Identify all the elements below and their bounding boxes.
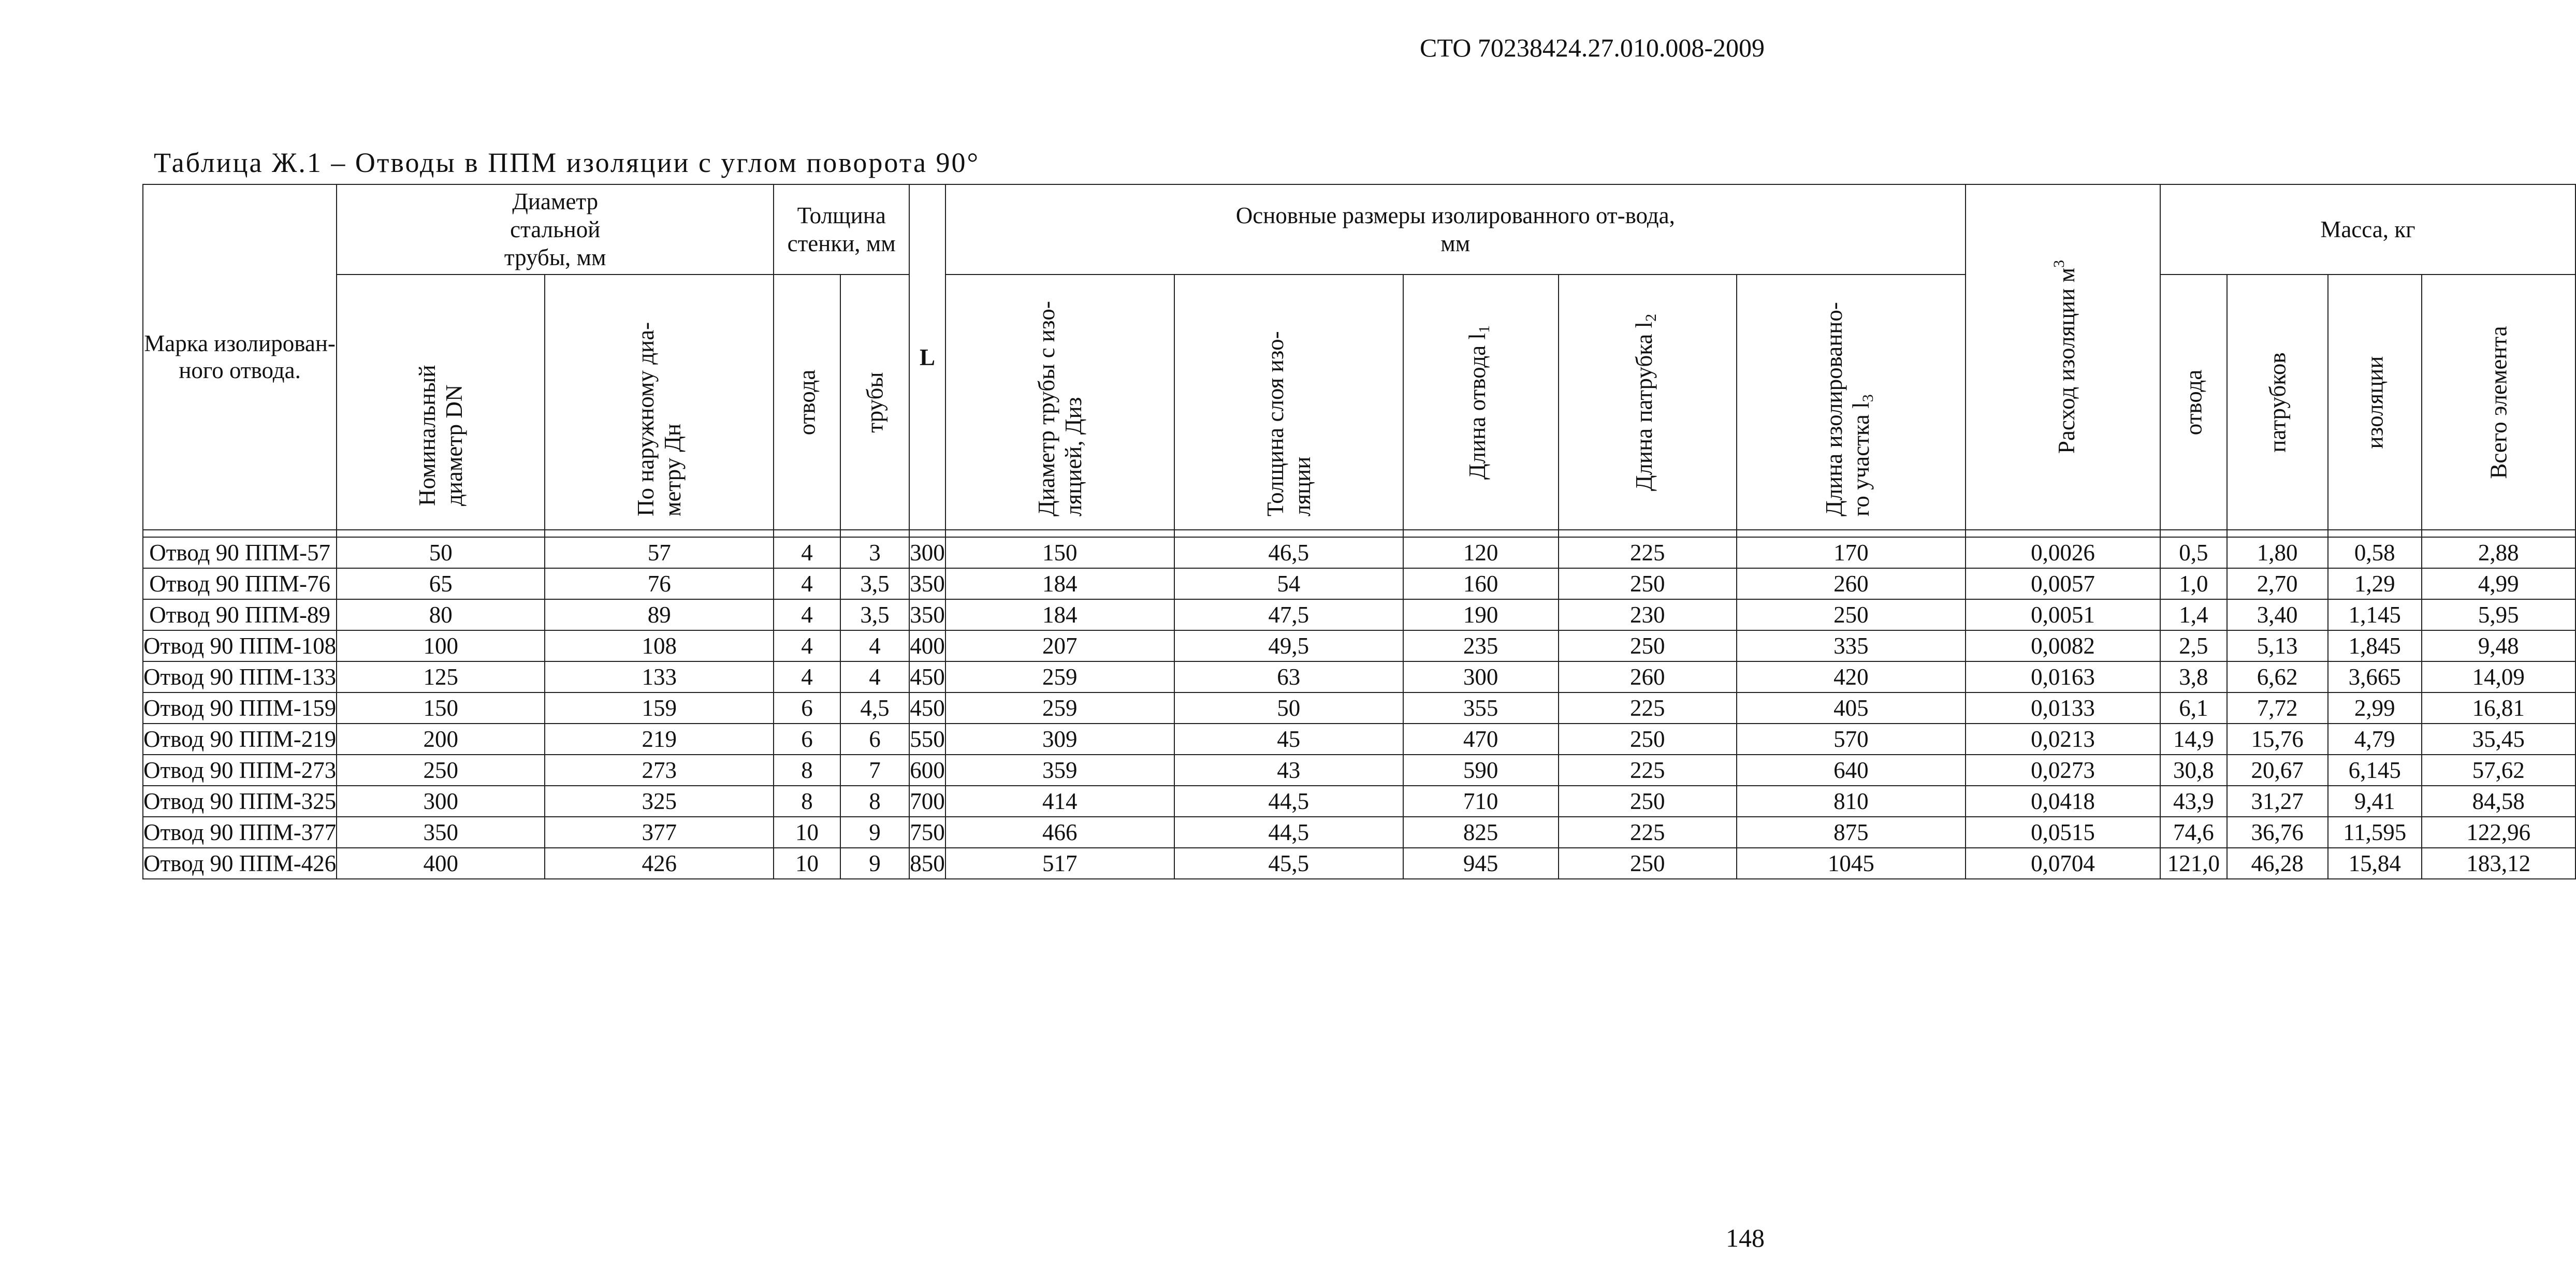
table-cell: 46,5 xyxy=(1174,537,1403,568)
table-cell: 810 xyxy=(1737,786,1966,817)
table-cell: 8 xyxy=(774,786,840,817)
table-cell: 0,0133 xyxy=(1966,692,2160,724)
header-insulated-diameter: Диаметр трубы с изо-ляцией, Диз xyxy=(945,275,1174,530)
cell-mark: Отвод 90 ППМ-159 xyxy=(143,692,337,724)
table-cell: 0,0515 xyxy=(1966,817,2160,848)
table-cell: 50 xyxy=(1174,692,1403,724)
table-cell: 405 xyxy=(1737,692,1966,724)
table-cell: 450 xyxy=(909,661,945,692)
table-cell: 309 xyxy=(945,724,1174,755)
table-cell: 45,5 xyxy=(1174,848,1403,879)
table-cell: 31,27 xyxy=(2227,786,2328,817)
table-cell: 825 xyxy=(1403,817,1559,848)
table-cell: 190 xyxy=(1403,599,1559,630)
table-cell: 76 xyxy=(545,568,774,599)
table-cell: 45 xyxy=(1174,724,1403,755)
table-cell: 84,58 xyxy=(2422,786,2575,817)
table-cell: 16,81 xyxy=(2422,692,2575,724)
header-mass-total: Всего элемента xyxy=(2422,275,2575,530)
table-cell: 590 xyxy=(1403,755,1559,786)
table-cell: 6,1 xyxy=(2160,692,2227,724)
table-cell: 0,0704 xyxy=(1966,848,2160,879)
table-cell: 550 xyxy=(909,724,945,755)
table-cell: 259 xyxy=(945,692,1174,724)
table-cell: 4 xyxy=(774,630,840,661)
table-cell: 200 xyxy=(337,724,545,755)
cell-mark: Отвод 90 ППМ-76 xyxy=(143,568,337,599)
table-cell: 400 xyxy=(337,848,545,879)
table-cell: 466 xyxy=(945,817,1174,848)
table-cell: 230 xyxy=(1559,599,1737,630)
table-cell: 6 xyxy=(774,692,840,724)
table-cell: 273 xyxy=(545,755,774,786)
page-number: 148 xyxy=(1726,1223,1765,1252)
table-cell: 108 xyxy=(545,630,774,661)
table-cell: 4 xyxy=(774,537,840,568)
table-cell: 570 xyxy=(1737,724,1966,755)
table-cell: 250 xyxy=(1559,568,1737,599)
header-mass-bend: отвода xyxy=(2160,275,2227,530)
table-cell: 6 xyxy=(774,724,840,755)
table-cell: 420 xyxy=(1737,661,1966,692)
table-cell: 11,595 xyxy=(2328,817,2422,848)
header-pipe-length: Длина патрубка $l_2$ xyxy=(1559,275,1737,530)
table-cell: 225 xyxy=(1559,537,1737,568)
table-cell: 14,09 xyxy=(2422,661,2575,692)
table-cell: 43,9 xyxy=(2160,786,2227,817)
header-outer-dn: По наружному диа-метру Дн xyxy=(545,275,774,530)
table-cell: 57 xyxy=(545,537,774,568)
cell-mark: Отвод 90 ППМ-426 xyxy=(143,848,337,879)
table-cell: 219 xyxy=(545,724,774,755)
table-cell: 0,5 xyxy=(2160,537,2227,568)
table-cell: 0,0213 xyxy=(1966,724,2160,755)
table-cell: 160 xyxy=(1403,568,1559,599)
table-cell: 10 xyxy=(774,848,840,879)
table-cell: 120 xyxy=(1403,537,1559,568)
table-cell: 250 xyxy=(337,755,545,786)
table-cell: 470 xyxy=(1403,724,1559,755)
table-cell: 0,0026 xyxy=(1966,537,2160,568)
table-cell: 100 xyxy=(337,630,545,661)
table-cell: 15,84 xyxy=(2328,848,2422,879)
table-cell: 170 xyxy=(1737,537,1966,568)
table-cell: 3,40 xyxy=(2227,599,2328,630)
table-cell: 63 xyxy=(1174,661,1403,692)
table-cell: 5,95 xyxy=(2422,599,2575,630)
table-cell: 14,9 xyxy=(2160,724,2227,755)
table-cell: 300 xyxy=(337,786,545,817)
table-cell: 89 xyxy=(545,599,774,630)
table-cell: 300 xyxy=(1403,661,1559,692)
table-cell: 414 xyxy=(945,786,1174,817)
table-cell: 400 xyxy=(909,630,945,661)
table-cell: 3,665 xyxy=(2328,661,2422,692)
table-cell: 259 xyxy=(945,661,1174,692)
table-cell: 235 xyxy=(1403,630,1559,661)
table-cell: 7,72 xyxy=(2227,692,2328,724)
cell-mark: Отвод 90 ППМ-325 xyxy=(143,786,337,817)
table-cell: 450 xyxy=(909,692,945,724)
table-cell: 20,67 xyxy=(2227,755,2328,786)
table-cell: 225 xyxy=(1559,817,1737,848)
header-length-l: L xyxy=(909,184,945,530)
table-row xyxy=(143,692,2575,724)
table-cell: 35,45 xyxy=(2422,724,2575,755)
table-cell: 4,79 xyxy=(2328,724,2422,755)
header-mass-insulation: изоляции xyxy=(2328,275,2422,530)
table-cell: 0,0163 xyxy=(1966,661,2160,692)
table-cell: 377 xyxy=(545,817,774,848)
table-cell: 325 xyxy=(545,786,774,817)
table-caption: Таблица Ж.1 – Отводы в ППМ изоляции с углом поворота 90° xyxy=(154,147,980,178)
table-cell: 80 xyxy=(337,599,545,630)
table-cell: 225 xyxy=(1559,755,1737,786)
table-row xyxy=(143,568,2575,599)
table-row xyxy=(143,661,2575,692)
table-cell: 3,5 xyxy=(840,599,909,630)
table-row xyxy=(143,724,2575,755)
table-cell: 1,145 xyxy=(2328,599,2422,630)
table-cell: 6 xyxy=(840,724,909,755)
table-row xyxy=(143,848,2575,879)
table-cell: 260 xyxy=(1737,568,1966,599)
table-cell: 4,5 xyxy=(840,692,909,724)
table-cell: 0,0273 xyxy=(1966,755,2160,786)
table-cell: 36,76 xyxy=(2227,817,2328,848)
header-bend-length: Длина отвода $l_1$ xyxy=(1403,275,1559,530)
bends-spec-table xyxy=(142,184,2576,879)
table-cell: 1,29 xyxy=(2328,568,2422,599)
header-wall-thickness: Толщина стенки, мм xyxy=(774,184,909,275)
header-mass-pipes: патрубков xyxy=(2227,275,2328,530)
table-cell: 3 xyxy=(840,537,909,568)
cell-mark: Отвод 90 ППМ-108 xyxy=(143,630,337,661)
table-cell: 4 xyxy=(774,568,840,599)
table-cell: 4 xyxy=(840,630,909,661)
table-cell: 250 xyxy=(1559,848,1737,879)
table-cell: 122,96 xyxy=(2422,817,2575,848)
header-nominal-dn: Номинальный диаметр DN xyxy=(337,275,545,530)
header-insulation-thickness: Толщина слоя изо-ляции xyxy=(1174,275,1403,530)
table-cell: 350 xyxy=(909,568,945,599)
table-cell: 9 xyxy=(840,817,909,848)
table-row xyxy=(143,817,2575,848)
table-cell: 4 xyxy=(840,661,909,692)
table-cell: 4,99 xyxy=(2422,568,2575,599)
table-cell: 250 xyxy=(1559,630,1737,661)
table-cell: 46,28 xyxy=(2227,848,2328,879)
header-separator xyxy=(143,530,2575,537)
header-mass: Масса, кг xyxy=(2160,184,2575,275)
table-cell: 3,5 xyxy=(840,568,909,599)
table-cell: 2,70 xyxy=(2227,568,2328,599)
table-cell: 6,62 xyxy=(2227,661,2328,692)
table-cell: 225 xyxy=(1559,692,1737,724)
table-cell: 9,48 xyxy=(2422,630,2575,661)
table-cell: 0,58 xyxy=(2328,537,2422,568)
table-cell: 0,0082 xyxy=(1966,630,2160,661)
header-wall-bend: отвода xyxy=(774,275,840,530)
table-cell: 133 xyxy=(545,661,774,692)
table-cell: 2,5 xyxy=(2160,630,2227,661)
table-cell: 150 xyxy=(945,537,1174,568)
table-cell: 750 xyxy=(909,817,945,848)
table-cell: 207 xyxy=(945,630,1174,661)
table-cell: 300 xyxy=(909,537,945,568)
table-cell: 44,5 xyxy=(1174,786,1403,817)
table-cell: 1045 xyxy=(1737,848,1966,879)
table-cell: 1,4 xyxy=(2160,599,2227,630)
table-cell: 426 xyxy=(545,848,774,879)
table-cell: 47,5 xyxy=(1174,599,1403,630)
cell-mark: Отвод 90 ППМ-89 xyxy=(143,599,337,630)
table-cell: 30,8 xyxy=(2160,755,2227,786)
table-cell: 184 xyxy=(945,599,1174,630)
table-cell: 125 xyxy=(337,661,545,692)
table-cell: 0,0051 xyxy=(1966,599,2160,630)
header-insulated-length: Длина изолированно-го участка $l_3$ xyxy=(1737,275,1966,530)
table-cell: 517 xyxy=(945,848,1174,879)
table-cell: 7 xyxy=(840,755,909,786)
table-cell: 74,6 xyxy=(2160,817,2227,848)
table-cell: 2,88 xyxy=(2422,537,2575,568)
table-cell: 57,62 xyxy=(2422,755,2575,786)
table-cell: 710 xyxy=(1403,786,1559,817)
table-cell: 1,0 xyxy=(2160,568,2227,599)
table-cell: 850 xyxy=(909,848,945,879)
table-cell: 121,0 xyxy=(2160,848,2227,879)
table-cell: 65 xyxy=(337,568,545,599)
table-cell: 159 xyxy=(545,692,774,724)
table-cell: 350 xyxy=(909,599,945,630)
table-cell: 2,99 xyxy=(2328,692,2422,724)
table-cell: 8 xyxy=(840,786,909,817)
cell-mark: Отвод 90 ППМ-377 xyxy=(143,817,337,848)
table-row xyxy=(143,755,2575,786)
cell-mark: Отвод 90 ППМ-219 xyxy=(143,724,337,755)
table-cell: 49,5 xyxy=(1174,630,1403,661)
table-cell: 9 xyxy=(840,848,909,879)
table-row xyxy=(143,537,2575,568)
table-cell: 43 xyxy=(1174,755,1403,786)
table-cell: 4 xyxy=(774,661,840,692)
table-cell: 184 xyxy=(945,568,1174,599)
table-cell: 355 xyxy=(1403,692,1559,724)
table-cell: 250 xyxy=(1559,786,1737,817)
table-cell: 250 xyxy=(1559,724,1737,755)
table-cell: 10 xyxy=(774,817,840,848)
table-cell: 250 xyxy=(1737,599,1966,630)
table-cell: 9,41 xyxy=(2328,786,2422,817)
header-main-dimensions: Основные размеры изолированного от-вода, мм xyxy=(945,184,1966,275)
table-cell: 150 xyxy=(337,692,545,724)
table-cell: 54 xyxy=(1174,568,1403,599)
table-cell: 945 xyxy=(1403,848,1559,879)
table-cell: 183,12 xyxy=(2422,848,2575,879)
table-cell: 0,0418 xyxy=(1966,786,2160,817)
table-cell: 5,13 xyxy=(2227,630,2328,661)
table-cell: 875 xyxy=(1737,817,1966,848)
table-cell: 1,845 xyxy=(2328,630,2422,661)
table-cell: 260 xyxy=(1559,661,1737,692)
table-cell: 0,0057 xyxy=(1966,568,2160,599)
table-cell: 640 xyxy=(1737,755,1966,786)
table-cell: 600 xyxy=(909,755,945,786)
header-insulation-consumption: Расход изоляции $м^3$ xyxy=(1966,184,2160,530)
document-code: СТО 70238424.27.010.008-2009 xyxy=(1420,33,1765,62)
table-cell: 359 xyxy=(945,755,1174,786)
table-row xyxy=(143,786,2575,817)
cell-mark: Отвод 90 ППМ-273 xyxy=(143,755,337,786)
table-cell: 44,5 xyxy=(1174,817,1403,848)
table-cell: 3,8 xyxy=(2160,661,2227,692)
table-cell: 15,76 xyxy=(2227,724,2328,755)
table-row xyxy=(143,630,2575,661)
table-cell: 1,80 xyxy=(2227,537,2328,568)
table-cell: 8 xyxy=(774,755,840,786)
table-cell: 350 xyxy=(337,817,545,848)
cell-mark: Отвод 90 ППМ-133 xyxy=(143,661,337,692)
table-cell: 700 xyxy=(909,786,945,817)
header-wall-pipe: трубы xyxy=(840,275,909,530)
table-cell: 6,145 xyxy=(2328,755,2422,786)
header-mark: Марка изолирован-ного отвода. xyxy=(143,184,337,530)
table-row xyxy=(143,599,2575,630)
table-cell: 50 xyxy=(337,537,545,568)
header-steel-diameter: Диаметр стальной трубы, мм xyxy=(337,184,774,275)
cell-mark: Отвод 90 ППМ-57 xyxy=(143,537,337,568)
table-cell: 335 xyxy=(1737,630,1966,661)
table-cell: 4 xyxy=(774,599,840,630)
